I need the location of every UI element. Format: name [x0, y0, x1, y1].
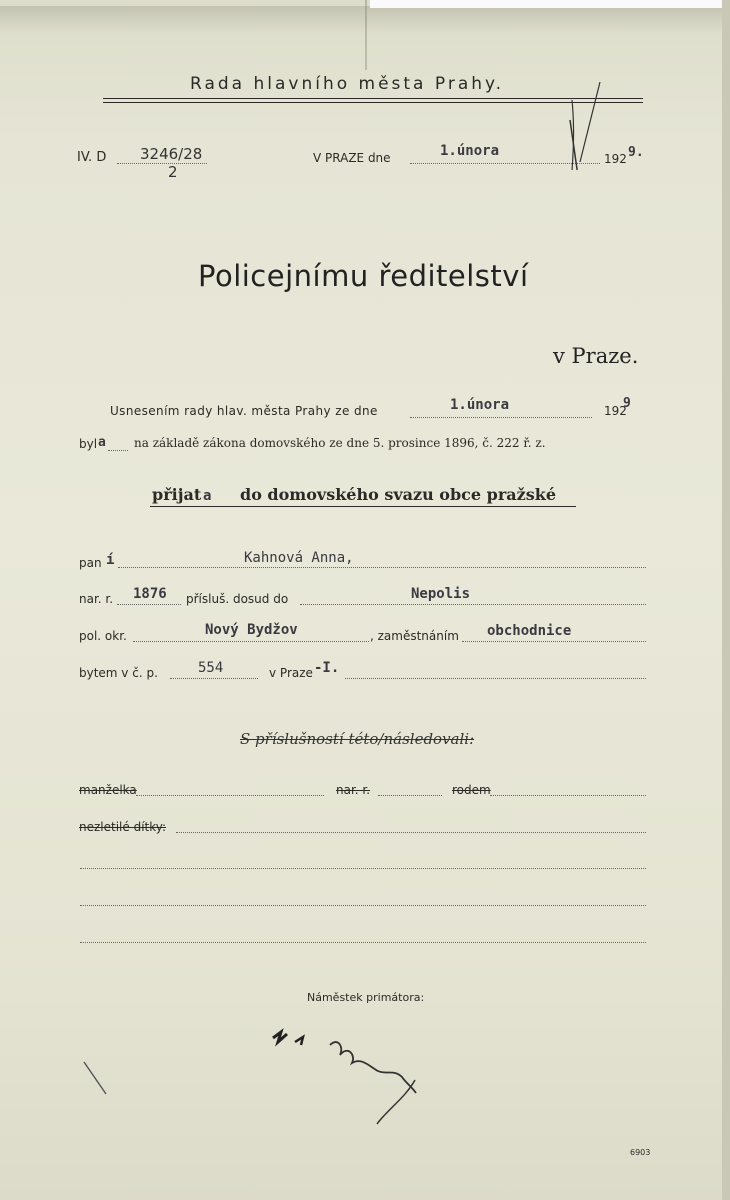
form-number: 6903 — [630, 1148, 651, 1157]
spouse-maiden-dots — [490, 795, 646, 796]
pan-label: pan — [79, 556, 102, 570]
occupation-value: obchodnice — [487, 623, 572, 639]
year-suffix: 9. — [628, 145, 644, 160]
domicile-place: Nepolis — [411, 586, 471, 602]
resolution-intro: Usnesením rady hlav. města Prahy ze dne — [110, 404, 378, 418]
children-dots-3 — [80, 905, 646, 906]
spouse-dots — [136, 795, 324, 796]
residence-label: bytem v č. p. — [79, 666, 158, 680]
name-dots — [118, 567, 646, 568]
district-dots — [133, 641, 369, 642]
resolution-year-prefix: 192 — [604, 404, 627, 418]
law-reference: na základě zákona domovského ze dne 5. prosince 1896, č. 222 ř. z. — [134, 436, 546, 450]
house-dots — [170, 678, 258, 679]
handwritten-signature — [255, 1020, 455, 1130]
pan-suffix: í — [106, 552, 115, 568]
accepted-text: do domovského svazu obce pražské — [240, 485, 556, 504]
reference-sub-number: 2 — [168, 163, 178, 181]
children-dots-2 — [80, 868, 646, 869]
domicile-label: přísluš. dosud do — [186, 592, 289, 606]
city-date-label: V PRAZE dne — [313, 151, 391, 165]
spouse-label: manželka — [79, 783, 137, 797]
family-heading — [240, 730, 474, 748]
family-heading-text: S příslušností této/následovali: — [240, 730, 475, 748]
byl-suffix: a — [98, 435, 106, 450]
resolution-year-suffix: 9 — [623, 396, 631, 411]
occupation-dots — [462, 641, 646, 642]
house-number: 554 — [198, 660, 224, 676]
born-label: nar. r. — [79, 592, 114, 606]
pencil-stroke — [80, 1060, 120, 1100]
destination-city: v Praze. — [553, 344, 639, 368]
spouse-born-label: nar. r. — [336, 783, 371, 797]
paper-edge — [722, 0, 730, 1200]
children-label: nezletilé dítky: — [79, 820, 167, 834]
spouse-maiden-label: rodem — [452, 783, 491, 797]
reference-dots — [117, 163, 207, 164]
accepted-suffix: a — [203, 488, 212, 504]
council-header: Rada hlavního města Prahy. — [190, 74, 505, 94]
year-prefix: 192 — [604, 152, 627, 166]
torn-corner — [370, 0, 730, 8]
resolution-date-dots — [410, 417, 592, 418]
document-date: 1.února — [440, 143, 500, 159]
signature-label: Náměstek primátora: — [307, 991, 425, 1004]
pencil-check-mark — [560, 80, 630, 170]
children-dots-1 — [176, 832, 646, 833]
domicile-dots — [300, 604, 646, 605]
department-code: IV. D — [77, 150, 107, 165]
born-year: 1876 — [133, 586, 167, 602]
spouse-born-dots — [378, 795, 442, 796]
district-label: pol. okr. — [79, 629, 127, 643]
resolution-date: 1.února — [450, 397, 510, 413]
city-suffix: -I. — [314, 660, 340, 676]
paper-crease — [365, 0, 367, 70]
reference-number: 3246/28 — [140, 145, 203, 163]
occupation-label: , zaměstnáním — [370, 629, 459, 643]
byl-dots — [108, 450, 128, 451]
byl-label: byl — [79, 437, 98, 451]
addressee-title: Policejnímu ředitelství — [198, 259, 529, 293]
accepted-label: přijat — [152, 485, 202, 504]
signature-scribble: Nfk. Svoboda — [255, 1020, 262, 1021]
born-dots — [117, 604, 181, 605]
district-name: Nový Bydžov — [205, 622, 298, 638]
city-label: v Praze — [269, 666, 313, 680]
accepted-underline — [150, 506, 576, 507]
city-dots — [345, 678, 646, 679]
children-dots-4 — [80, 942, 646, 943]
person-name: Kahnová Anna, — [244, 550, 354, 566]
